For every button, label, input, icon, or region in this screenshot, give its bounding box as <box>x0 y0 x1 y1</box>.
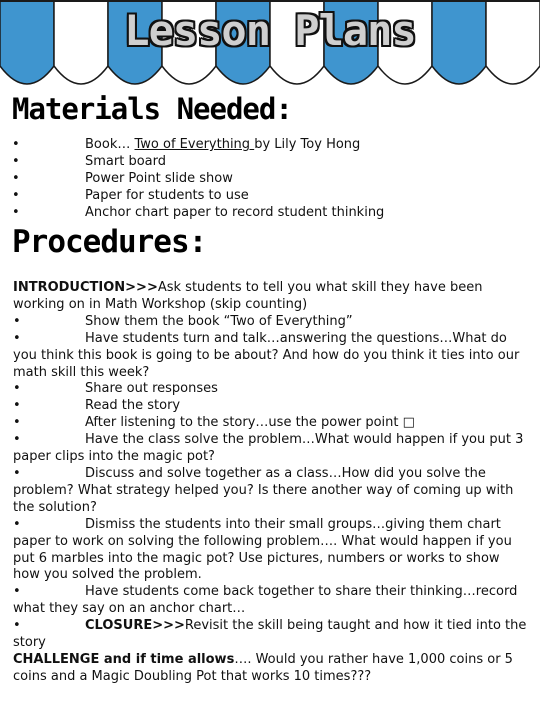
procedures-heading: Procedures: <box>12 224 207 260</box>
materials-item <box>12 153 532 170</box>
item-text: Book… <box>85 137 135 152</box>
procedure-step <box>13 432 530 466</box>
materials-item <box>12 170 532 187</box>
bullet: • <box>13 381 21 397</box>
procedure-step <box>13 466 530 517</box>
step-text: Have students come back together to share their thinking…record what they say on an anchor chart… <box>13 584 518 617</box>
bullet: • <box>13 618 21 634</box>
procedure-step <box>13 314 530 331</box>
step-text: Show them the book “Two of Everything” <box>85 313 353 329</box>
step-text: Dismiss the students into their small groups…giving them chart paper to work on solving the following problem…. What would happen if you put 6 marbles into the magic pot? Use pictures, numbers or works to show how you solved the problem. <box>13 516 512 583</box>
bullet: • <box>13 415 21 431</box>
item-text: Anchor chart paper to record student thinking <box>85 205 385 220</box>
materials-item <box>12 187 532 204</box>
bullet: • <box>13 330 21 346</box>
bullet: • <box>13 516 21 532</box>
bullet: • <box>12 171 20 186</box>
item-text: by Lily Toy Hong <box>254 137 361 152</box>
bullet: • <box>13 313 21 329</box>
procedures-body <box>13 280 530 686</box>
procedure-step <box>13 381 530 398</box>
materials-heading: Materials Needed: <box>12 92 292 126</box>
step-text: Have students turn and talk…answering the questions…What do you think this book is going to be about? And how do you think it ties into our math skill this week? <box>13 330 520 380</box>
bullet: • <box>12 154 20 169</box>
challenge-paragraph <box>13 652 530 686</box>
intro-paragraph <box>13 280 530 314</box>
challenge-label: CHALLENGE and if time allows <box>13 651 235 667</box>
item-text: Paper for students to use <box>85 188 249 203</box>
item-text: Power Point slide show <box>85 171 233 186</box>
bullet: • <box>13 584 21 600</box>
procedure-step <box>13 584 530 618</box>
step-text: Discuss and solve together as a class…How did you solve the problem? What strategy helped you? Is there another way of coming up with the solution? <box>13 465 514 515</box>
challenge-text: …. Would you rather have 1,000 coins or 5 coins and a Magic Doubling Pot that works 10 times??? <box>13 651 513 684</box>
materials-item <box>12 204 532 221</box>
closure-step <box>13 618 530 652</box>
procedure-step <box>13 398 530 415</box>
bullet: • <box>13 398 21 414</box>
bullet: • <box>12 137 20 152</box>
bullet: • <box>12 205 20 220</box>
materials-item <box>12 136 532 153</box>
procedure-step <box>13 331 530 382</box>
page-title: Lesson Plans <box>124 6 416 55</box>
step-text: Share out responses <box>85 381 218 397</box>
bullet: • <box>13 465 21 481</box>
intro-label: INTRODUCTION>>> <box>13 280 158 295</box>
step-text: Have the class solve the problem…What would happen if you put 3 paper clips into the magic pot? <box>13 432 524 465</box>
book-title-link: Two of Everything <box>134 137 255 152</box>
item-text: Smart board <box>85 154 166 169</box>
box-icon: □ <box>402 415 415 431</box>
intro-text: Ask students to tell you what skill they have been working on in Math Workshop (skip counting) <box>13 280 483 312</box>
closure-label: CLOSURE>>> <box>85 618 185 634</box>
step-text: After listening to the story…use the power point <box>85 415 403 431</box>
procedure-step <box>13 517 530 585</box>
closure-text: Revisit the skill being taught and how it tied into the story <box>13 618 527 651</box>
procedure-step <box>13 415 530 432</box>
bullet: • <box>12 188 20 203</box>
materials-list <box>12 136 532 221</box>
step-text: Read the story <box>85 398 181 414</box>
bullet: • <box>13 432 21 448</box>
